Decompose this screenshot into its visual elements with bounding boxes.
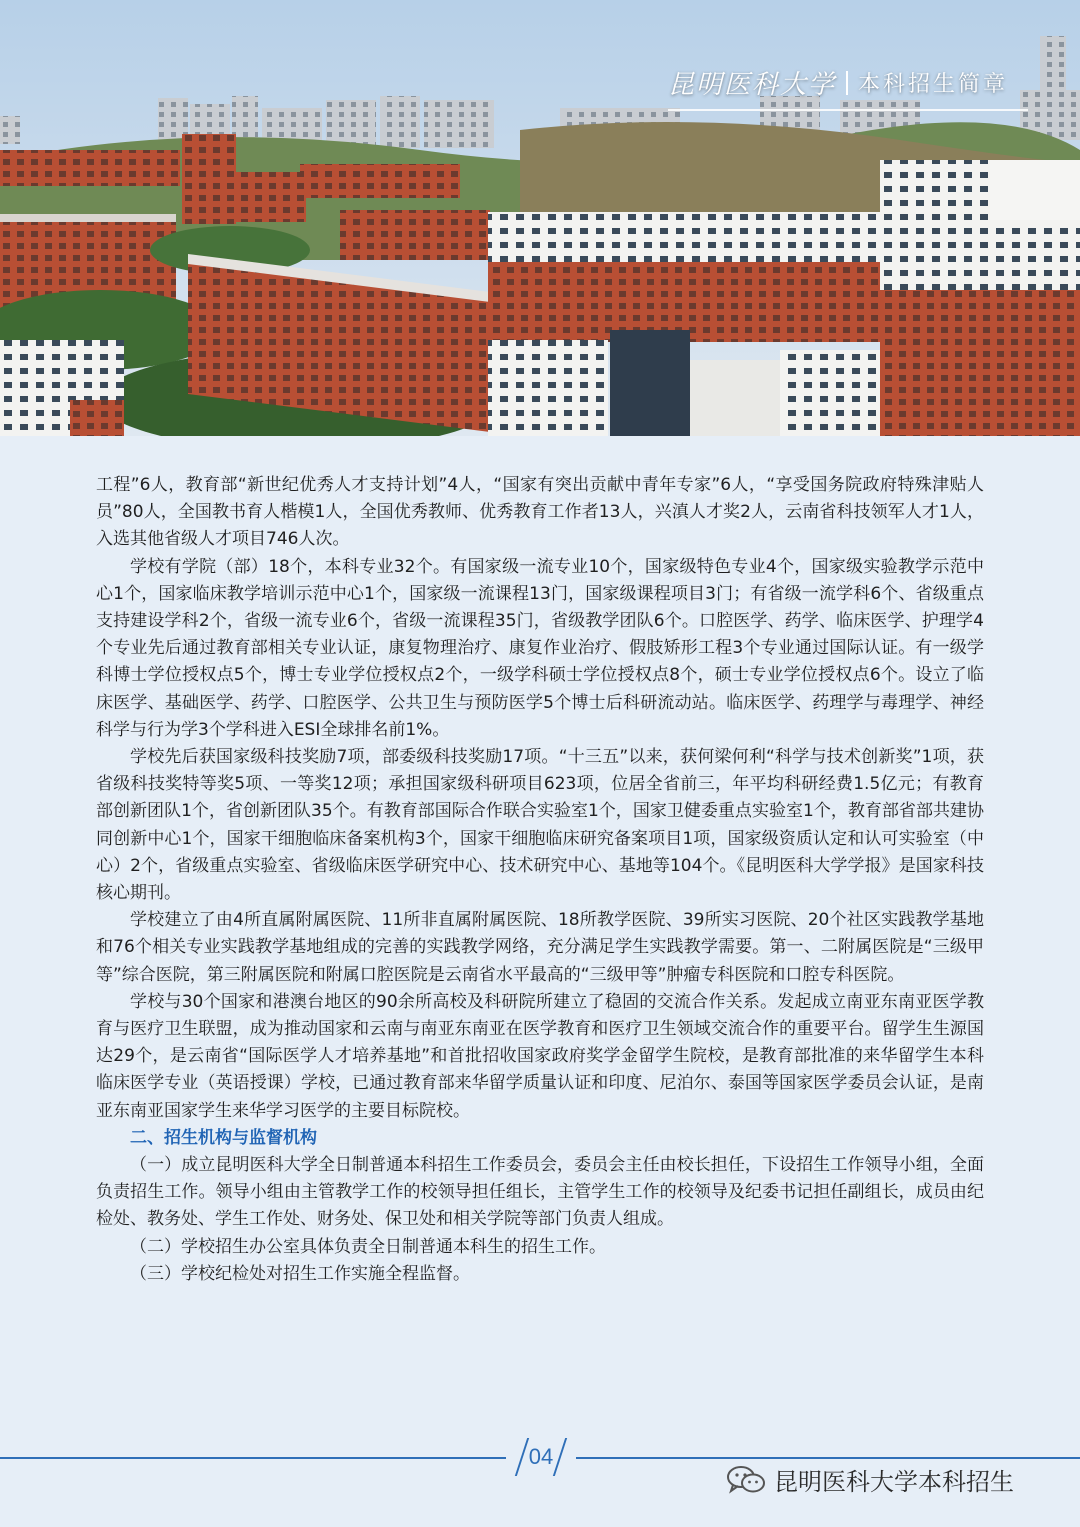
article-body [96, 472, 984, 1288]
wechat-watermark [726, 1462, 1014, 1497]
paragraph: （三）学校纪检处对招生工作实施全程监督。 [130, 1263, 470, 1284]
publication-brand [668, 64, 1008, 101]
paragraph: （二）学校招生办公室具体负责全日制普通本科生的招生工作。 [130, 1236, 606, 1257]
paragraph: 工程”6人，教育部“新世纪优秀人才支持计划”4人，“国家有突出贡献中青年专家”6人，“享受国务院政府特殊津贴人员”80人，全国教书育人楷模1人，全国优秀教师、优秀教育工作者13人，兴滇人才奖2人，云南省科技领军人才1人，入选其他省级人才项目746人次。 [96, 475, 984, 550]
paragraph: 学校与30个国家和港澳台地区的90余所高校及科研院所建立了稳固的交流合作关系。发起成立南亚东南亚医学教育与医疗卫生联盟，成为推动国家和云南与南亚东南亚在医学教育和医疗卫生领域交流合作的重要平台。留学生生源国达29个，是云南省“国际医学人才培养基地”和首批招收国家政府奖学金留学生院校，是教育部批准的来华留学生本科临床医学专业（英语授课）学校，已通过教育部来华留学质量认证和印度、尼泊尔、泰国等国家医学委员会认证，是南亚东南亚国家学生来华学习医学的主要目标院校。 [96, 991, 984, 1121]
page-number-text: 04 [528, 1444, 554, 1469]
section-heading: 二、招生机构与监督机构 [130, 1127, 317, 1148]
paragraph: 学校先后获国家级科技奖励7项，部委级科技奖励17项。“十三五”以来，获何梁何利“科学与技术创新奖”1项，获省级科技奖特等奖5项、一等奖12项；承担国家级科研项目623项，位居全省前三，年平均科研经费1.5亿元；有教育部创新团队1个，省创新团队35个。有教育部国际合作联合实验室1个，国家卫健委重点实验室1个，教育部省部共建协同创新中心1个，国家干细胞临床备案机构3个，国家干细胞临床研究备案项目1项，国家级资质认定和认可实验室（中心）2个，省级重点实验室、省级临床医学研究中心、技术研究中心、基地等104个。《昆明医科大学学报》是国家科技核心期刊。 [96, 747, 984, 904]
wechat-icon [726, 1465, 766, 1495]
wechat-account-name: 昆明医科大学本科招生 [774, 1468, 1014, 1496]
brand-underline [668, 109, 1028, 111]
page-number [506, 1438, 576, 1476]
paragraph: （一）成立昆明医科大学全日制普通本科招生工作委员会，委员会主任由校长担任，下设招生工作领导小组，全面负责招生工作。领导小组由主管教学工作的校领导担任组长，主管学生工作的校领导及纪委书记担任副组长，成员由纪检处、教务处、学生工作处、财务处、保卫处和相关学院等部门负责人组成。 [96, 1155, 984, 1230]
campus-photo [0, 0, 1080, 436]
paragraph: 学校有学院（部）18个，本科专业32个。有国家级一流专业10个，国家级特色专业4个，国家级实验教学示范中心1个，国家临床教学培训示范中心1个，国家级一流课程13门，国家级课程项目3门；有省级一流学科6个、省级重点支持建设学科2个，省级一流专业6个，省级一流课程35门，省级教学团队6个。口腔医学、药学、临床医学、护理学4个专业先后通过教育部相关专业认证，康复物理治疗、康复作业治疗、假肢矫形工程3个专业通过国际认证。有一级学科博士学位授权点5个，博士专业学位授权点2个，一级学科硕士学位授权点8个，硕士专业学位授权点6个。设立了临床医学、基础医学、药学、口腔医学、公共卫生与预防医学5个博士后科研流动站。临床医学、药理学与毒理学、神经科学与行为学3个学科进入ESI全球排名前1%。 [96, 556, 984, 740]
school-name: 昆明医科大学 [668, 70, 837, 100]
brand-separator [846, 71, 848, 95]
publication-title: 本科招生简章 [858, 72, 1009, 97]
paragraph: 学校建立了由4所直属附属医院、11所非直属附属医院、18所教学医院、39所实习医院、20个社区实践教学基地和76个相关专业实践教学基地组成的完善的实践教学网络，充分满足学生实践教学需要。第一、二附属医院是“三级甲等”综合医院，第三附属医院和附属口腔医院是云南省水平最高的“三级甲等”肿瘤专科医院和口腔专科医院。 [96, 910, 984, 985]
